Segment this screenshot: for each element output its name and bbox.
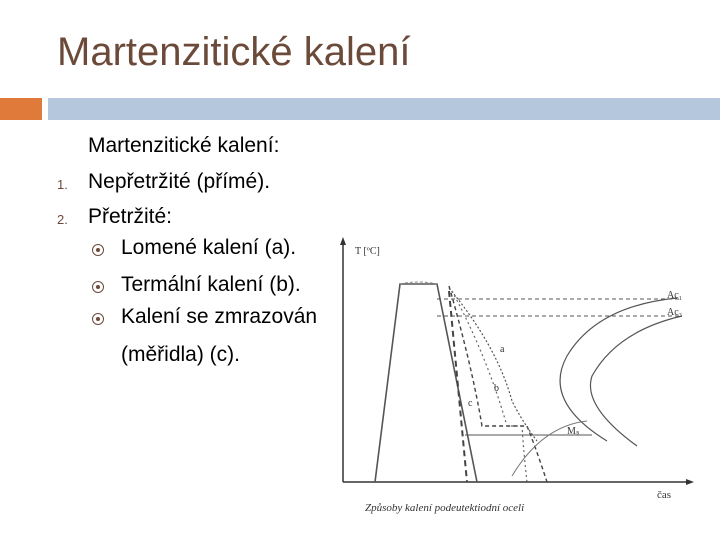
bullet-icon: [92, 281, 104, 293]
y-axis-arrow: [340, 237, 346, 245]
curve-continuous: [449, 291, 467, 482]
diagram-svg: [337, 236, 697, 526]
curve-b: [449, 288, 537, 441]
quenching-diagram: [337, 236, 697, 526]
list-number-2: 2.: [57, 212, 68, 227]
curve-c-label: c: [468, 398, 473, 409]
sub-item-c-continuation: (měřidla) (c).: [121, 343, 240, 366]
ms-label: Mₛ: [567, 426, 580, 437]
intro-text: Martenzitické kalení:: [88, 134, 280, 157]
y-axis-label: T [ºC]: [355, 246, 380, 257]
x-axis-label: čas: [657, 489, 672, 501]
diagram-caption: Způsoby kalení podeutektiodní oceli: [365, 502, 525, 514]
ttt-end-curve: [590, 316, 682, 446]
x-axis-arrow: [686, 479, 694, 485]
slide-title: Martenzitické kalení: [57, 30, 411, 74]
ttt-start-curve: [560, 298, 677, 441]
list-item-2: Přetržité:: [88, 205, 173, 228]
sub-item-b: Termální kalení (b).: [121, 273, 301, 296]
curve-a-label: a: [500, 344, 505, 355]
ac3-label: Ac₃: [667, 307, 683, 318]
curve-b-label: b: [494, 383, 499, 394]
bullet-icon: [92, 244, 104, 256]
curve-c: [452, 291, 527, 482]
heating-curve: [375, 284, 477, 482]
list-item-1: Nepřetržité (přímé).: [88, 170, 271, 193]
sub-item-c: Kalení se zmrazován: [121, 305, 318, 328]
ac1-label: Ac₁: [667, 290, 683, 301]
sub-item-a: Lomené kalení (a).: [121, 236, 297, 259]
bullet-icon: [92, 313, 104, 325]
list-number-1: 1.: [57, 177, 68, 192]
